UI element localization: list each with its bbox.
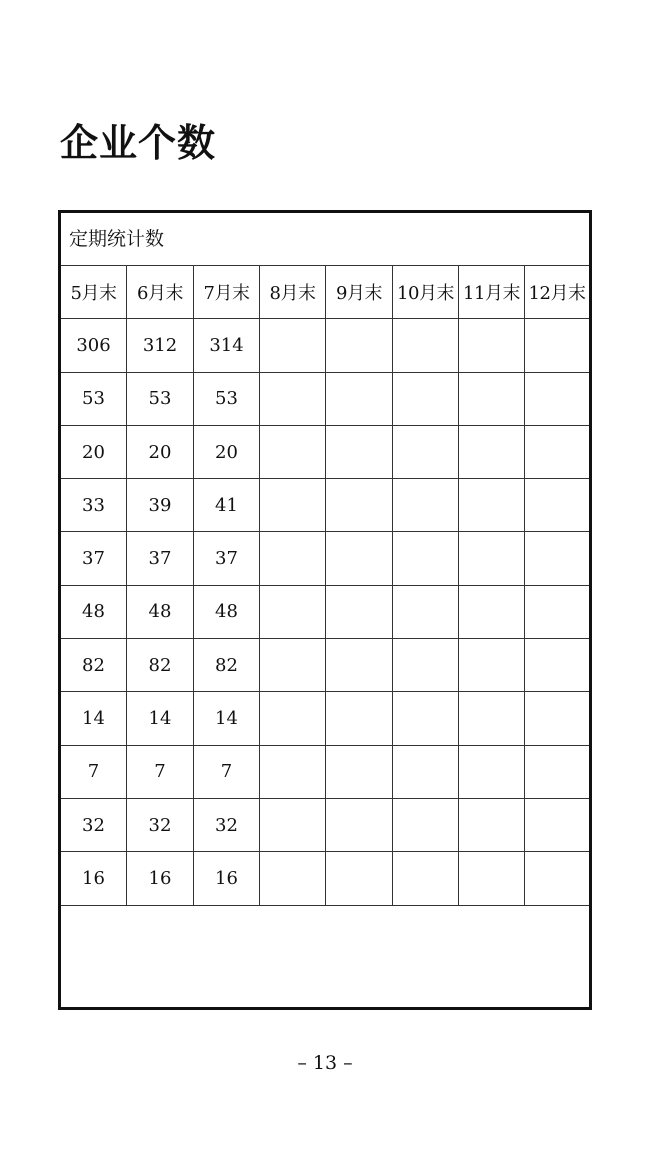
table-cell: 32 [194,799,260,852]
table-cell: 20 [61,426,127,479]
table-cell: 306 [61,319,127,372]
table-cell [326,639,393,692]
table-cell [525,639,589,692]
table-cell [260,426,326,479]
table-cell: 53 [127,373,194,426]
table-cell [260,373,326,426]
table-cell [459,692,525,745]
table-cell: 82 [194,639,260,692]
table-cell [393,586,459,639]
table-cell: 16 [61,852,127,905]
table-cell: 33 [61,479,127,532]
table-cell: 48 [127,586,194,639]
table-cell [260,692,326,745]
table-cell: 20 [127,426,194,479]
table-cell: 32 [127,799,194,852]
table-cell [260,532,326,585]
page-title: 企业个数 [60,121,217,165]
table-cell [326,746,393,799]
table-cell [459,746,525,799]
table-cell: 48 [61,586,127,639]
table-cell [260,852,326,905]
table-cell: 37 [127,532,194,585]
table-cell: 82 [61,639,127,692]
table-cell: 16 [194,852,260,905]
table-cell [525,799,589,852]
table-cell: 14 [194,692,260,745]
table-cell [326,799,393,852]
table-cell: 20 [194,426,260,479]
table-cell [525,373,589,426]
table-cell [525,692,589,745]
table-cell: 14 [127,692,194,745]
table-cell [459,426,525,479]
table-cell [393,426,459,479]
table-cell [326,479,393,532]
table-cell [459,532,525,585]
table-cell [326,373,393,426]
column-header: 9月末 [326,266,393,319]
table-cell [260,586,326,639]
table-cell [393,532,459,585]
table-cell: 41 [194,479,260,532]
column-header: 10月末 [393,266,459,319]
table-cell [525,746,589,799]
table-cell: 7 [127,746,194,799]
table-cell [393,799,459,852]
table-cell: 53 [61,373,127,426]
column-header: 12月末 [525,266,589,319]
table-cell: 312 [127,319,194,372]
table-cell [525,586,589,639]
table-cell [459,319,525,372]
table-cell [525,319,589,372]
table-cell: 39 [127,479,194,532]
table-cell [525,532,589,585]
table-cell [393,639,459,692]
table-cell [459,586,525,639]
table-cell [459,479,525,532]
table-cell [393,373,459,426]
column-header: 8月末 [260,266,326,319]
table-cell [459,852,525,905]
table-cell [326,532,393,585]
table-cell [326,692,393,745]
table-cell [525,426,589,479]
table-cell: 32 [61,799,127,852]
table-cell [326,586,393,639]
table-cell: 14 [61,692,127,745]
table-cell: 7 [61,746,127,799]
table-cell [459,639,525,692]
table-cell [260,639,326,692]
table-cell [393,852,459,905]
table-cell: 48 [194,586,260,639]
table-cell: 82 [127,639,194,692]
table-cell [326,426,393,479]
statistics-table [58,210,592,1010]
table-cell [260,479,326,532]
table-cell [393,319,459,372]
table-cell [393,692,459,745]
table-cell: 7 [194,746,260,799]
table-cell [459,799,525,852]
table-cell [326,319,393,372]
column-header: 6月末 [127,266,194,319]
table-cell [260,746,326,799]
table-cell [260,319,326,372]
table-cell [459,373,525,426]
table-cell: 37 [194,532,260,585]
column-header: 7月末 [194,266,260,319]
table-cell [525,852,589,905]
table-cell [393,746,459,799]
table-cell: 16 [127,852,194,905]
column-header: 5月末 [61,266,127,319]
table-cell [525,479,589,532]
table-cell: 314 [194,319,260,372]
table-cell: 53 [194,373,260,426]
page-number: – 13 – [297,1052,353,1074]
table-grid [61,266,589,906]
table-cell [260,799,326,852]
table-cell [393,479,459,532]
table-cell: 37 [61,532,127,585]
section-header: 定期统计数 [61,213,589,266]
column-header: 11月末 [459,266,525,319]
table-cell [326,852,393,905]
